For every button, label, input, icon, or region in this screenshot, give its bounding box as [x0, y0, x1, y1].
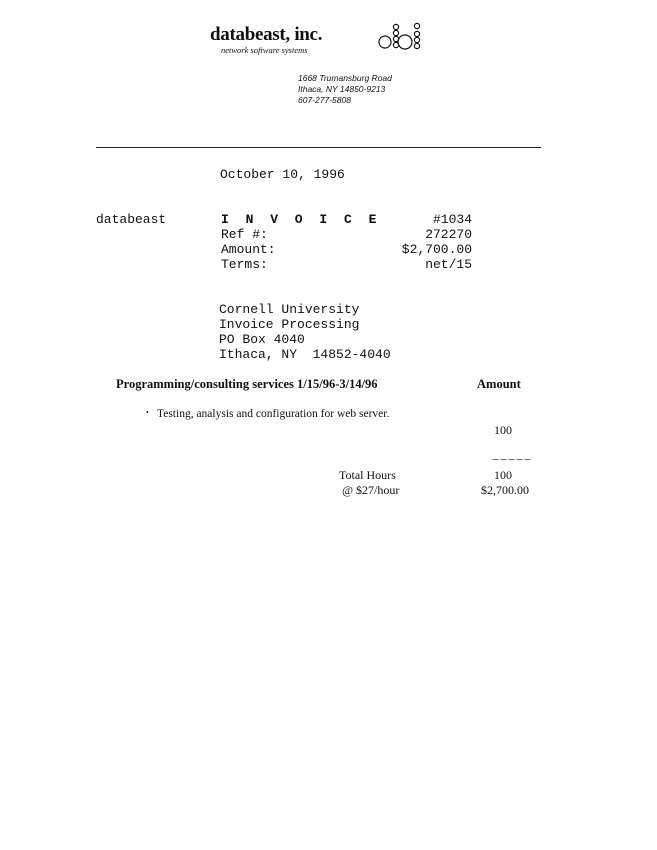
service-item-description: Testing, analysis and configuration for web server. — [157, 408, 390, 420]
rate-label: @ $27/hour — [342, 483, 400, 497]
amount-value: $2,700.00 — [401, 242, 472, 257]
service-item-amount: 100 — [494, 423, 512, 437]
header-divider — [96, 147, 541, 148]
terms-value: net/15 — [425, 257, 472, 272]
amount-label: Amount: — [221, 242, 276, 257]
total-hours-value: 100 — [494, 468, 512, 482]
services-heading: Programming/consulting services 1/15/96-3/14/96 — [116, 377, 378, 391]
company-name: databeast, inc. — [210, 24, 323, 45]
address-street: 1668 Trumansburg Road — [298, 73, 392, 83]
bill-to-line-4: Ithaca, NY 14852-4040 — [219, 347, 391, 362]
terms-label: Terms: — [221, 257, 268, 272]
databeast-logo-icon — [376, 20, 424, 56]
total-amount: $2,700.00 — [481, 483, 529, 497]
amount-column-heading: Amount — [477, 377, 521, 391]
address-city: Ithaca, NY 14850-9213 — [298, 84, 386, 94]
total-hours-label: Total Hours — [339, 468, 396, 482]
total-separator: _ _ _ _ _ — [492, 447, 530, 461]
company-tagline: network software systems — [221, 45, 308, 55]
bill-to-line-1: Cornell University — [219, 302, 360, 317]
sender-label: databeast — [96, 212, 167, 227]
invoice-date: October 10, 1996 — [220, 167, 345, 182]
bill-to-line-3: PO Box 4040 — [219, 332, 305, 347]
invoice-number: #1034 — [432, 212, 472, 227]
ref-label: Ref #: — [221, 227, 268, 242]
ref-value: 272270 — [425, 227, 472, 242]
phone-number: 607-277-5808 — [298, 95, 351, 105]
bill-to-line-2: Invoice Processing — [219, 317, 360, 332]
bullet-icon: • — [146, 408, 149, 417]
invoice-heading: I N V O I C E — [221, 212, 381, 227]
